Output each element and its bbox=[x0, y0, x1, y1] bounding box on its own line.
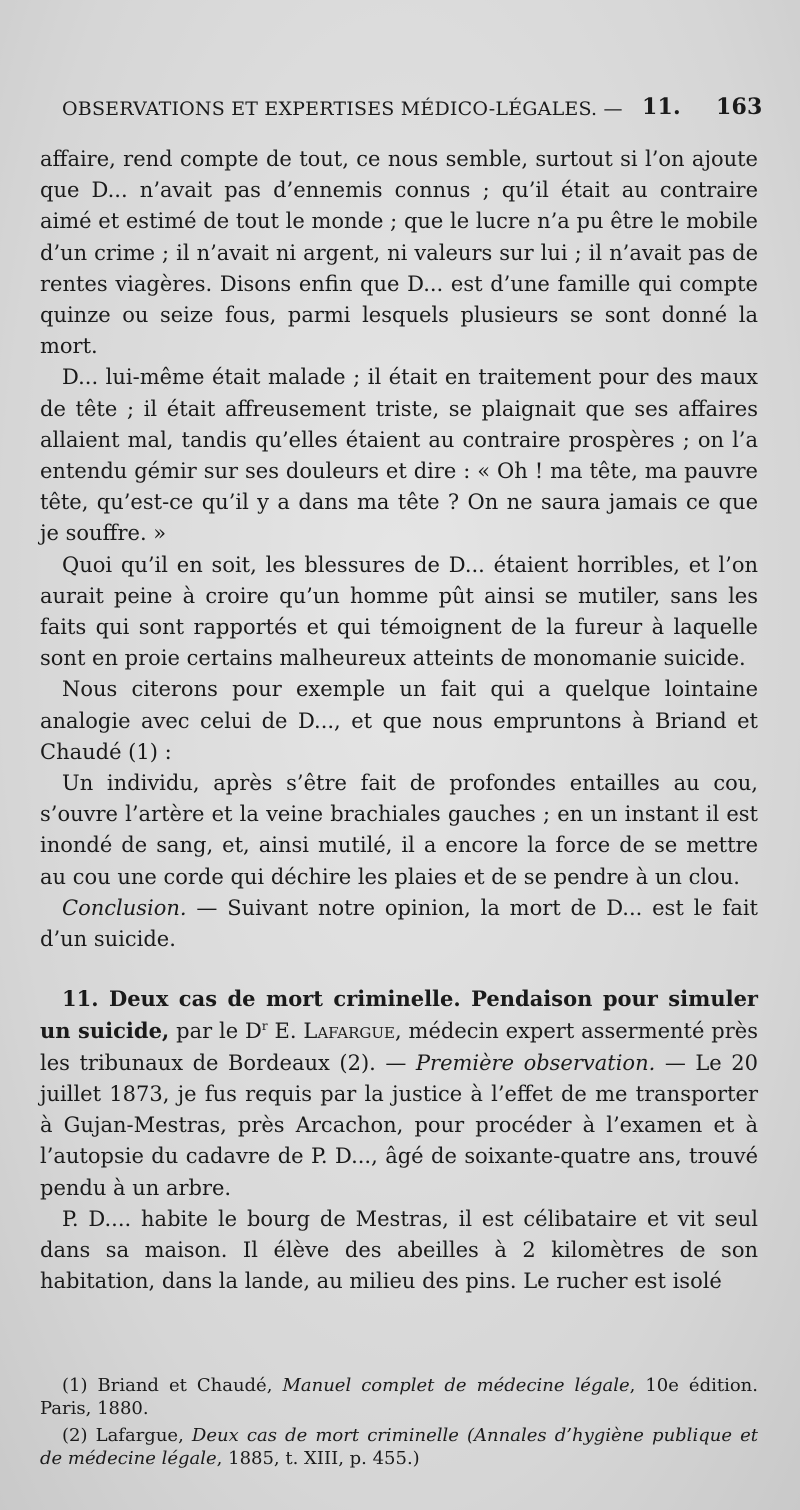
footnotes bbox=[40, 1374, 758, 1474]
paragraph: Nous citerons pour exemple un fait qui a quelque lointaine analogie avec celui de D..., et que nous empruntons à Briand et Chaudé (1) : bbox=[40, 677, 758, 764]
page-number: 163 bbox=[716, 94, 763, 120]
paragraph: P. D.... habite le bourg de Mestras, il est célibataire et vit seul dans sa maison. Il élève des abeilles à 2 kilomètres de son habitation, dans la lande, au milieu des pins. Le rucher est isolé bbox=[40, 1206, 758, 1294]
doctor-superscript: r bbox=[261, 1019, 268, 1034]
footnote-1-author: (1) Briand et Chaudé, bbox=[62, 1375, 283, 1396]
section-gap bbox=[40, 955, 758, 983]
footnote-2-title: Deux cas de mort criminelle (Annales d’hygiène publique et de médecine légale bbox=[40, 1425, 758, 1469]
paragraph-continued: affaire, rend compte de tout, ce nous semble, surtout si l’on ajoute que D... n’avait pas d’ennemis connus ; qu’il était au contraire aimé et estimé de tout le monde ; que le lucre n’a pu être le mobile d’un crime ; il n’avait ni argent, ni valeurs sur lui ; il n’avait pas de rentes viagères. Disons enfin que D... est d’une famille qui compte quinze ou seize fous, parmi lesquels plusieurs se sont donné la mort. bbox=[40, 147, 758, 359]
section-heading: 11. Deux cas de mort criminelle. Pendaison pour simuler un suicide, bbox=[40, 986, 758, 1044]
footnote-2 bbox=[40, 1424, 758, 1470]
conclusion-paragraph bbox=[40, 893, 758, 955]
running-head-title: OBSERVATIONS ET EXPERTISES MÉDICO-LÉGALES. — bbox=[62, 98, 623, 120]
section-byline: par le D bbox=[169, 1019, 262, 1044]
footnote-2-details: , 1885, t. XIII, p. 455.) bbox=[216, 1448, 420, 1469]
footnote-1-details: , 10e édition. Paris, 1880. bbox=[40, 1375, 758, 1419]
section-11-paragraph bbox=[40, 983, 758, 1203]
running-head-section-number: 11. bbox=[642, 94, 681, 120]
conclusion-label: Conclusion. bbox=[62, 895, 187, 920]
body-text bbox=[40, 144, 758, 1297]
observation-label: Première observation. bbox=[415, 1050, 656, 1075]
conclusion-text: — Suivant notre opinion, la mort de D... est le fait d’un suicide. bbox=[40, 895, 758, 952]
footnote-2-author: (2) Lafargue, bbox=[62, 1425, 192, 1446]
paragraph: Quoi qu’il en soit, les blessures de D... étaient horribles, et l’on aurait peine à croire qu’un homme pût ainsi se mutiler, sans les faits qui sont rapportés et qui témoignent de la fureur à laquelle sont en proie certains malheureux atteints de monomanie suicide. bbox=[40, 552, 758, 671]
footnote-1 bbox=[40, 1374, 758, 1420]
running-head bbox=[62, 92, 763, 132]
paragraph: Un individu, après s’être fait de profondes entailles au cou, s’ouvre l’artère et la veine brachiales gauches ; en un instant il est inondé de sang, et, ainsi mutilé, il a encore la force de se mettre au cou une corde qui déchire les plaies et de se pendre à un clou. bbox=[40, 771, 758, 889]
paragraph: D... lui-même était malade ; il était en traitement pour des maux de tête ; il était affreusement triste, se plaignait que ses affaires allaient mal, tandis qu’elles étaient au contraire prospères ; on l’a entendu gémir sur ses douleurs et dire : « Oh ! ma tête, ma pauvre tête, qu’est-ce qu’il y a dans ma tête ? On ne saura jamais ce que je souffre. » bbox=[40, 365, 758, 546]
author-affiliation: médecin expert assermenté près les tribunaux de Bordeaux (2). — bbox=[40, 1019, 758, 1075]
footnote-1-title: Manuel complet de médecine légale bbox=[282, 1375, 630, 1396]
observation-text: — Le 20 juillet 1873, je fus requis par la justice à l’effet de me transporter à Gujan-Mestras, près Arcachon, pour procéder à l’examen et à l’autopsie du cadavre de P. D..., âgé de soixante-quatre ans, trouvé pendu à un arbre. bbox=[40, 1050, 758, 1200]
author-name: E. Lafargue, bbox=[267, 1019, 402, 1044]
